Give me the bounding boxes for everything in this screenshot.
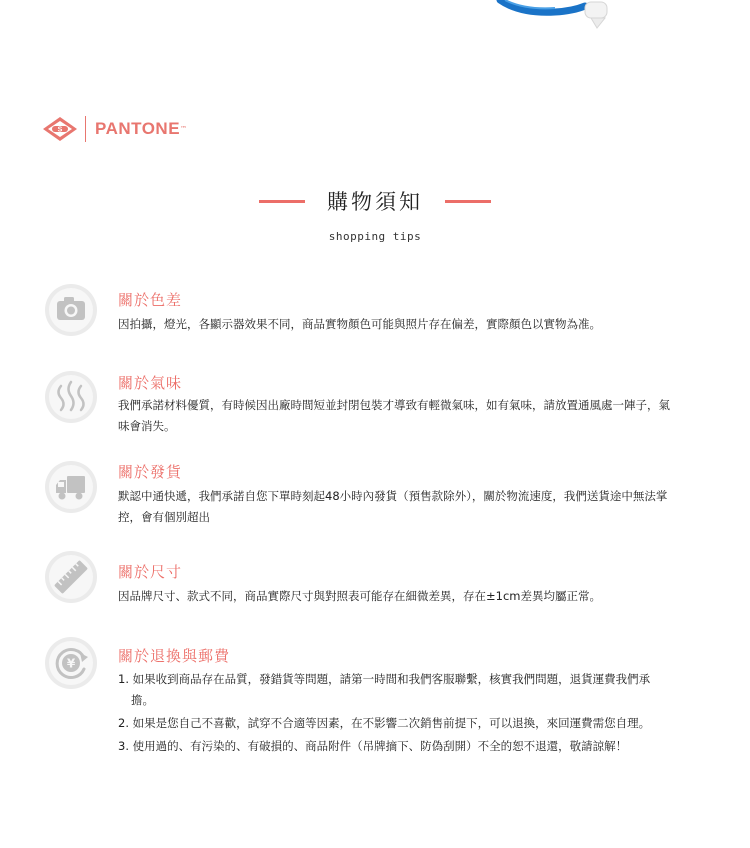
odor-icon [44,370,98,424]
heading-right-bar [445,200,491,203]
svg-text:S: S [57,126,63,134]
section-heading [0,186,750,243]
brand-emblem-icon [42,116,78,142]
tip-text [118,669,673,759]
list-item: 3. 使用過的、有污染的、有破損的、商品附件（吊牌摘下、防偽刮開）不全的恕不退還，敬請諒解！ [118,739,628,753]
brand-name: PANTONE [95,119,181,138]
brand-logo [42,116,187,142]
section-title: 購物須知 [327,190,423,214]
ruler-icon [44,550,98,604]
tip-title: 關於氣味 [118,374,183,392]
brand-trademark: ™ [180,125,188,133]
tip-text: 因品牌尺寸、款式不同，商品實際尺寸與對照表可能存在細微差異，存在±1cm差異均屬正常。 [118,589,601,603]
camera-icon [44,283,98,337]
list-item: 1. 如果收到商品存在品質，發錯貨等問題，請第一時間和我們客服聯繫，核實我們問題，退貨運費我們承擔。 [118,672,651,707]
tip-text: 默認中通快遞，我們承諾自您下單時刻起48小時內發貨（預售款除外），關於物流速度，我們送貨途中無法掌控，會有個別超出 [118,489,668,524]
section-subtitle: shopping tips [328,230,422,243]
brand-divider [85,116,86,142]
tip-title: 關於退換與郵費 [118,647,231,665]
truck-icon [44,460,98,514]
list-item: 2. 如果是您自己不喜歡，試穿不合適等因素，在不影響二次銷售前提下，可以退換，來回運費需您自理。 [118,716,651,730]
svg-text:¥: ¥ [66,656,76,671]
product-image-fragment [495,0,620,30]
tip-text: 我們承諾材料優質，有時候因出廠時間短並封閉包裝才導致有輕微氣味，如有氣味，請放置通風處一陣子，氣味會消失。 [118,398,670,433]
tip-title: 關於色差 [118,291,183,309]
tip-title: 關於尺寸 [118,563,183,581]
tip-title: 關於發貨 [118,463,183,481]
yuan-return-icon [44,636,98,690]
tip-text: 因拍攝，燈光，各顯示器效果不同，商品實物顏色可能與照片存在偏差，實際顏色以實物為准。 [118,317,601,331]
return-policy-list [118,669,673,757]
heading-left-bar [259,200,305,203]
